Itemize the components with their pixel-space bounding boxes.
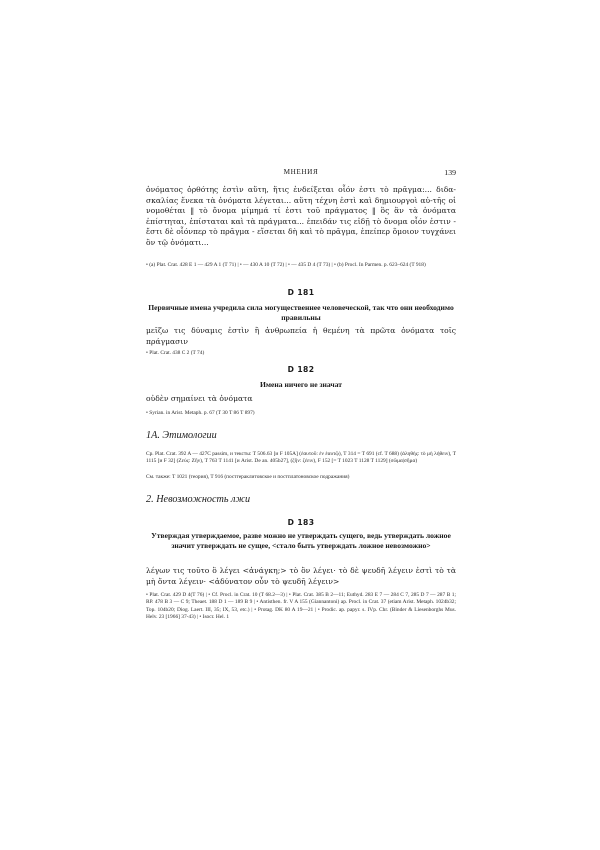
see-also-1a: См. также: T 1021 (теория), T 916 (постгераклитовское и постплатоновское подражания)	[146, 474, 350, 480]
entry-title-d181: Первичные имена учредила сила могущественнее человеческой, так что они необходимо правильны	[148, 303, 454, 322]
section-heading-2: 2. Невозможность лжи	[146, 494, 251, 505]
page-number: 139	[444, 168, 456, 177]
greek-text-d182: οὐδὲν σημαίνει τὰ ὀνόματα	[146, 394, 253, 403]
entry-title-d183: Утверждая утверждаемое, разве можно не утверждать сущего, ведь утверждать ложное значит утверждать не сущее, <стало быть утверждать ложное невозможно>	[151, 531, 451, 550]
source-note-d182: • Syrian. in Arist. Metaph. p. 67 (T 30 T 86 T 897)	[146, 410, 255, 416]
refs-1a: Ср. Plat. Crat. 392 A — 427C passim, и тексты: T 506.63 [и F 105A] (ἑαυτοῦ: ἐν ἑαυτῷ), T 314 = T 691 (cf. T 688) (ἀληθής: τὸ μὴ λήθειν), T 1115 [и F 32] (Ζεύς: Ζῆν), T 763 T 1141 [и Arist. De an. 405b27], (ζῆν: ζέειν), F 152 [= T 1023 T 1128 T 1129] (σῶμα|σῆμα)	[146, 451, 456, 465]
source-note-block0: • (a) Plat. Crat. 428 E 1 — 429 A 1 (T 71) | • — 430 A 10 (T 72) | • — 435 D 4 (T 73) | • (b) Procl. In Parmen. p. 623–624 (T 918)	[146, 262, 426, 268]
running-head-title: МНЕНИЯ	[283, 168, 319, 176]
source-note-d181: • Plat. Crat. 438 C 2 (T 74)	[146, 350, 205, 356]
source-note-d183: • Plat. Crat. 429 D 4(T 76) | • Cf. Procl. in Crat. 10 (T 68.2—3) | • Plat. Crat. 385 B 2—11; Euthyd. 283 E 7 — 284 C 7, 285 D 7 — 287 B 1; RP. 478 B 3 — C 9; Theaet. 188 D 1 — 189 B 9 | • Antisthen. fr. V A 155 (Giannantoni) ap. Procl. in Crat. 37 (etiam Arist. Metaph. 1024b32; Top. 104b20; Diog. Laert. III, 35; IX, 53, etc.) | • Protag. DK 80 A 19—21 | • Prodic. ap. papyr. s. IVp. Chr. (Binder & Liesenborghs Mus. Helv. 23 [1966] 37-43) | • Isocr. Hel. 1	[146, 592, 456, 620]
greek-text-block0: ὀνόματος ὀρθότης ἐστὶν αὕτη, ἥτις ἐνδείξεται οἷόν ἐστι τὸ πρᾶγμα:... διδα-σκαλίας ἕνεκα τὰ ὀνόματα λέγεται... αὕτη τέχνη ἐστὶ καὶ δημιουργοὶ αὐ-τῆς οἱ νομοθέται ‖ τὸ ὄνομα μίμημά τί ἐστι τοῦ πράγματος ‖ ὃς ἂν τὰ ὀνόματα ἐπίστηται, ἐπίσταται καὶ τὰ πράγματα... ἐπειδάν τις εἰδῇ τὸ ὄνομα οἷόν ἐστιν - ἔστι δὲ οἷόνπερ τὸ πρᾶγμα - εἴσεται δὴ καὶ τὸ πρᾶγμα, ἐπείπερ ὅμοιον τυγχάνει ὂν τῷ ὀνόματι...	[146, 185, 456, 247]
section-heading-1a: 1А. Этимологии	[146, 430, 217, 441]
running-head	[146, 168, 456, 182]
entry-id-d183: D 183	[287, 518, 315, 527]
entry-title-d182: Имена ничего не значат	[259, 380, 343, 389]
entry-id-d182: D 182	[287, 365, 315, 374]
greek-text-d183: λέγων τις τοῦτο ὃ λέγει <ἀνάγκη;> τὸ ὂν λέγει· τὸ δὲ ψευδῆ λέγειν ἐστὶ τὸ τὰ μὴ ὄντα λέγειν· <ἀδύνατον οὖν τὸ ψευδῆ λέγειν>	[146, 566, 456, 586]
entry-id-d181: D 181	[287, 288, 315, 297]
greek-text-d181: μεῖζω τις δύναμις ἐστὶν ἢ ἀνθρωπεία ἡ θεμένη τὰ πρῶτα ὀνόματα τοῖς πράγμασιν	[146, 326, 456, 346]
